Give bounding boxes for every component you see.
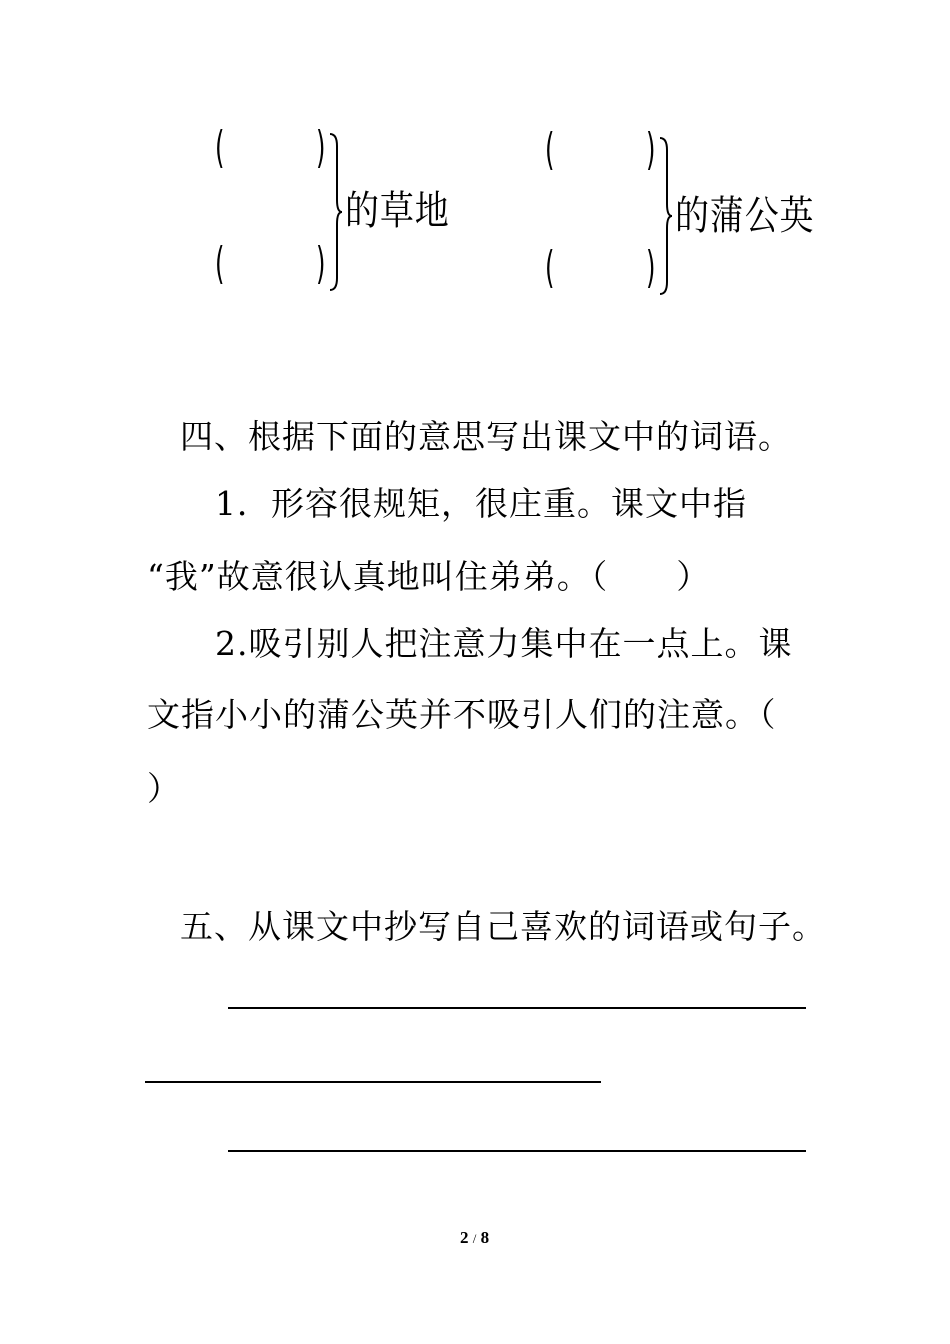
section-4-heading: 四、根据下面的意思写出课文中的词语。 xyxy=(180,417,792,456)
current-page: 2 xyxy=(460,1228,469,1247)
answer-line-3[interactable] xyxy=(228,1150,806,1152)
blank-3-open-paren: ( xyxy=(545,124,555,175)
blank-4-close-paren: ) xyxy=(646,242,656,293)
answer-line-1[interactable] xyxy=(228,1007,806,1009)
right-brace xyxy=(658,136,674,296)
blank-2-open-paren: ( xyxy=(215,238,225,289)
dandelion-label: 的蒲公英 xyxy=(675,193,815,239)
blank-2-close-paren: ) xyxy=(316,238,326,289)
answer-line-2[interactable] xyxy=(145,1081,601,1083)
question-1-line-2: “我”故意很认真地叫住弟弟。（ ） xyxy=(147,557,711,596)
page-separator: / xyxy=(472,1231,477,1246)
blank-3-close-paren: ) xyxy=(646,124,656,175)
question-2-line-2: 文指小小的蒲公英并不吸引人们的注意。（ xyxy=(147,695,777,734)
section-5-heading: 五、从课文中抄写自己喜欢的词语或句子。 xyxy=(180,907,826,946)
page-number xyxy=(460,1228,489,1248)
question-2-line-3: ） xyxy=(147,769,181,808)
blank-4-open-paren: ( xyxy=(545,242,555,293)
total-pages: 8 xyxy=(480,1228,490,1247)
grassland-label: 的草地 xyxy=(345,188,450,234)
blank-1-close-paren: ) xyxy=(316,122,326,173)
blank-1-open-paren: ( xyxy=(215,122,225,173)
left-brace xyxy=(328,132,344,292)
question-1-line-1: 1．形容很规矩，很庄重。课文中指 xyxy=(215,484,747,523)
question-2-line-1: 2.吸引别人把注意力集中在一点上。课 xyxy=(215,624,793,663)
